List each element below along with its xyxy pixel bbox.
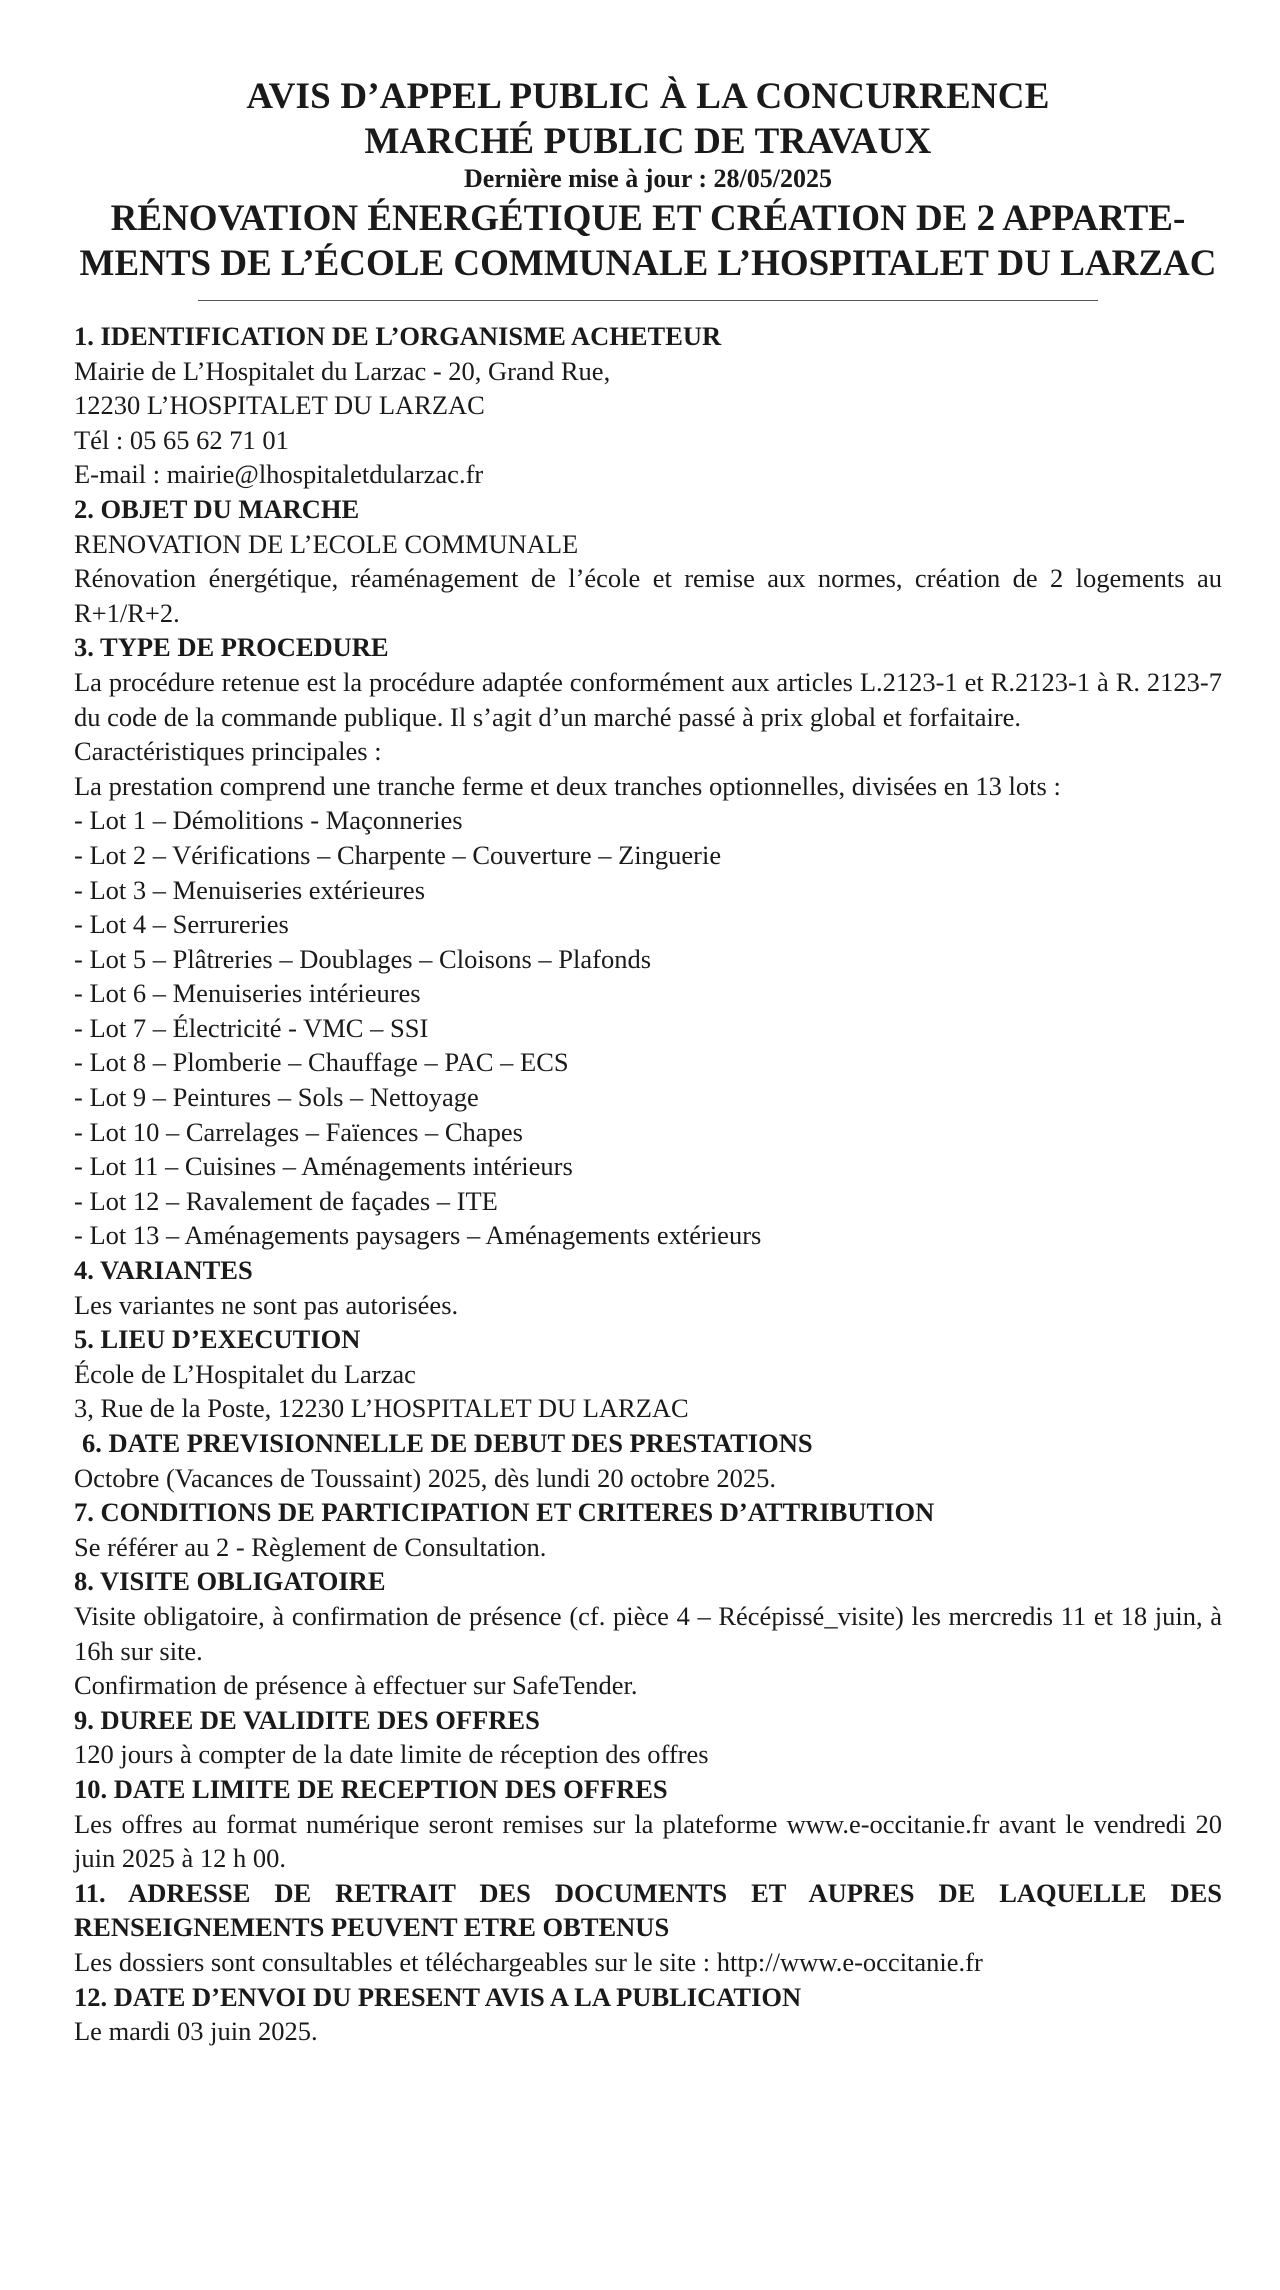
list-item: - Lot 8 – Plomberie – Chauffage – PAC – ECS (74, 1047, 569, 1078)
object-description: Rénovation énergétique, réaménagement de l’école et remise aux normes, création de 2 logements au R+1/R+2. (74, 563, 1222, 628)
buyer-address-line1: Mairie de L’Hospitalet du Larzac - 20, Grand Rue, (74, 355, 611, 386)
section-7-heading: 7. CONDITIONS DE PARTICIPATION ET CRITERES D’ATTRIBUTION (74, 1497, 935, 1528)
deadline-text: Les offres au format numérique seront remises sur la plateforme www.e-occitanie.fr avant le vendredi 20 juin 2025 à 12 h 00. (74, 1808, 1222, 1874)
list-item: - Lot 13 – Aménagements paysagers – Aménagements extérieurs (74, 1220, 762, 1251)
buyer-address-line2: 12230 L’HOSPITALET DU LARZAC (74, 390, 485, 421)
lots-list (74, 803, 1222, 1253)
list-item: - Lot 1 – Démolitions - Maçonneries (74, 805, 463, 836)
procedure-description: La procédure retenue est la procédure adaptée conformément aux articles L.2123-1 et R.2123-1 à R. 2123-7 du code de la commande publique. Il s’agit d’un marché passé à prix global et forfaitaire. (74, 666, 1222, 732)
notice-title-line2: MARCHÉ PUBLIC DE TRAVAUX (364, 121, 932, 162)
object-title: RENOVATION DE L’ECOLE COMMUNALE (74, 528, 579, 559)
site-visit-confirmation: Confirmation de présence à effectuer sur SafeTender. (74, 1670, 638, 1701)
subject-line1: RÉNOVATION ÉNERGÉTIQUE ET CRÉATION DE 2 APPARTE- (110, 198, 1186, 239)
offer-validity-text: 120 jours à compter de la date limite de réception des offres (74, 1739, 709, 1770)
last-updated: Dernière mise à jour : 28/05/2025 (463, 164, 833, 193)
site-visit-text: Visite obligatoire, à confirmation de présence (cf. pièce 4 – Récépissé_visite) les mercredis 11 et 18 juin, à 16h sur site. (74, 1600, 1222, 1666)
section-3-heading: 3. TYPE DE PROCEDURE (74, 632, 389, 663)
buyer-email: E-mail : mairie@lhospitaletdularzac.fr (74, 459, 484, 490)
section-10-heading: 10. DATE LIMITE DE RECEPTION DES OFFRES (74, 1773, 668, 1804)
list-item: - Lot 12 – Ravalement de façades – ITE (74, 1185, 498, 1216)
main-characteristics-label: Caractéristiques principales : (74, 736, 382, 767)
list-item: - Lot 5 – Plâtreries – Doublages – Cloisons – Plafonds (74, 943, 652, 974)
header-divider (198, 300, 1098, 301)
section-9-heading: 9. DUREE DE VALIDITE DES OFFRES (74, 1704, 540, 1735)
start-date-text: Octobre (Vacances de Toussaint) 2025, dès lundi 20 octobre 2025. (74, 1462, 776, 1493)
section-12-heading: 12. DATE D’ENVOI DU PRESENT AVIS A LA PUBLICATION (74, 1981, 802, 2012)
list-item: - Lot 11 – Cuisines – Aménagements intérieurs (74, 1151, 573, 1182)
list-item: - Lot 2 – Vérifications – Charpente – Couverture – Zinguerie (74, 839, 722, 870)
list-item: - Lot 3 – Menuiseries extérieures (74, 874, 426, 905)
section-2-heading: 2. OBJET DU MARCHE (74, 493, 360, 524)
list-item: - Lot 4 – Serrureries (74, 909, 289, 940)
participation-text: Se référer au 2 - Règlement de Consultation. (74, 1531, 547, 1562)
variants-text: Les variantes ne sont pas autorisées. (74, 1289, 459, 1320)
execution-place-line2: 3, Rue de la Poste, 12230 L’HOSPITALET DU LARZAC (74, 1393, 689, 1424)
section-5-heading: 5. LIEU D’EXECUTION (74, 1324, 361, 1355)
buyer-phone: Tél : 05 65 62 71 01 (74, 424, 289, 455)
section-8-heading: 8. VISITE OBLIGATOIRE (74, 1566, 386, 1597)
notice-body (74, 319, 1222, 2049)
notice-title-line1: AVIS D’APPEL PUBLIC À LA CONCURRENCE (246, 76, 1050, 117)
section-4-heading: 4. VARIANTES (74, 1255, 253, 1286)
main-characteristics-text: La prestation comprend une tranche ferme et deux tranches optionnelles, divisées en 13 lots : (74, 770, 1061, 801)
documents-text: Les dossiers sont consultables et téléchargeables sur le site : http://www.e-occitanie.fr (74, 1946, 983, 1977)
list-item: - Lot 6 – Menuiseries intérieures (74, 978, 421, 1009)
section-6-heading: 6. DATE PREVISIONNELLE DE DEBUT DES PRESTATIONS (82, 1428, 813, 1458)
execution-place-line1: École de L’Hospitalet du Larzac (74, 1358, 416, 1389)
subject-line2: MENTS DE L’ÉCOLE COMMUNALE L’HOSPITALET DU LARZAC (79, 243, 1217, 284)
publication-date-text: Le mardi 03 juin 2025. (74, 2016, 318, 2047)
list-item: - Lot 7 – Électricité - VMC – SSI (74, 1012, 429, 1043)
list-item: - Lot 10 – Carrelages – Faïences – Chapes (74, 1116, 523, 1147)
notice-header (74, 74, 1222, 286)
notice-page (74, 74, 1222, 2049)
section-11-heading: 11. ADRESSE DE RETRAIT DES DOCUMENTS ET AUPRES DE LAQUELLE DES RENSEIGNEMENTS PEUVENT ETRE OBTENUS (74, 1877, 1222, 1943)
list-item: - Lot 9 – Peintures – Sols – Nettoyage (74, 1082, 479, 1113)
section-1-heading: 1. IDENTIFICATION DE L’ORGANISME ACHETEUR (74, 321, 722, 351)
